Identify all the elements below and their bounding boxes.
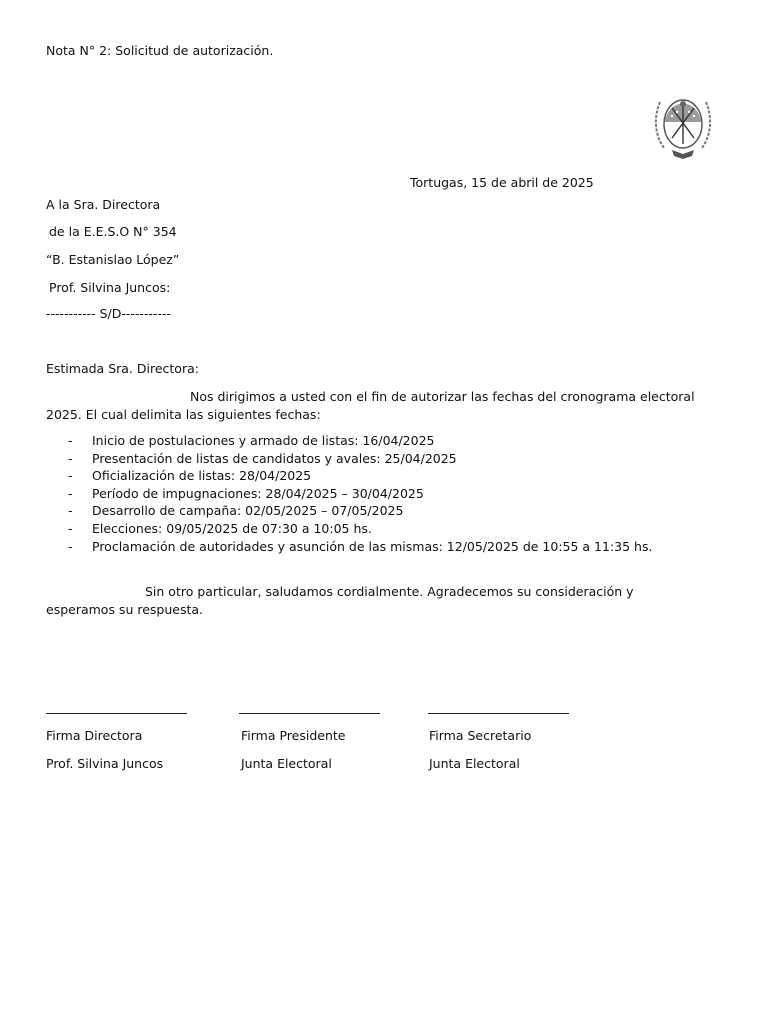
signature-line-presidente	[239, 713, 380, 714]
recipient-line-1: A la Sra. Directora	[46, 197, 161, 212]
list-item-text: Presentación de listas de candidatos y avales: 25/04/2025	[92, 450, 457, 466]
list-item-text: Oficialización de listas: 28/04/2025	[92, 468, 312, 484]
signature-role-secretario: Firma Secretario	[429, 728, 532, 743]
list-item	[46, 520, 646, 538]
signature-name-presidente: Junta Electoral	[241, 756, 332, 771]
signature-name-directora: Prof. Silvina Juncos	[46, 756, 164, 771]
signature-line-directora	[46, 713, 187, 714]
list-item-text: Proclamación de autoridades y asunción de las mismas: 12/05/2025 de 10:55 a 11:35 hs.	[92, 538, 653, 554]
list-item	[46, 485, 646, 503]
bullet-dash: -	[68, 485, 73, 501]
list-item	[46, 450, 646, 468]
closing-paragraph	[46, 583, 706, 618]
list-item-text: Período de impugnaciones: 28/04/2025 – 30/04/2025	[92, 485, 424, 501]
signature-role-directora: Firma Directora	[46, 728, 143, 743]
list-item	[46, 432, 646, 450]
signature-name-secretario: Junta Electoral	[429, 756, 520, 771]
list-item-text: Inicio de postulaciones y armado de listas: 16/04/2025	[92, 433, 435, 448]
recipient-line-3: “B. Estanislao López”	[46, 252, 180, 267]
signature-role-presidente: Firma Presidente	[241, 728, 346, 743]
bullet-dash: -	[68, 538, 73, 554]
note-title: Nota N° 2: Solicitud de autorización.	[46, 43, 274, 58]
list-item	[46, 538, 653, 556]
body-paragraph-1	[46, 388, 706, 423]
list-item-text: Desarrollo de campaña: 02/05/2025 – 07/05/2025	[92, 503, 404, 519]
bullet-dash: -	[68, 503, 73, 519]
bullet-dash: -	[68, 520, 73, 536]
list-item-text: Elecciones: 09/05/2025 de 07:30 a 10:05 hs.	[92, 520, 372, 536]
greeting: Estimada Sra. Directora:	[46, 361, 199, 376]
recipient-line-4: Prof. Silvina Juncos:	[49, 280, 171, 295]
bullet-dash: -	[68, 468, 73, 484]
coat-of-arms-icon	[650, 88, 716, 162]
list-item	[46, 467, 646, 485]
recipient-line-2: de la E.E.S.O N° 354	[49, 224, 177, 239]
bullet-dash: -	[68, 450, 73, 466]
list-item	[46, 502, 646, 520]
closing-paragraph-text: Sin otro particular, saludamos cordialmente. Agradecemos su consideración y esperamos su respuesta.	[46, 584, 634, 617]
recipient-line-5: ----------- S/D-----------	[46, 306, 171, 321]
place-date: Tortugas, 15 de abril de 2025	[410, 175, 594, 190]
bullet-dash: -	[68, 433, 73, 448]
body-paragraph-1-text: Nos dirigimos a usted con el fin de autorizar las fechas del cronograma electoral 2025. El cual delimita las siguientes fechas:	[46, 389, 695, 422]
schedule-list	[46, 432, 653, 555]
signature-line-secretario	[428, 713, 569, 714]
